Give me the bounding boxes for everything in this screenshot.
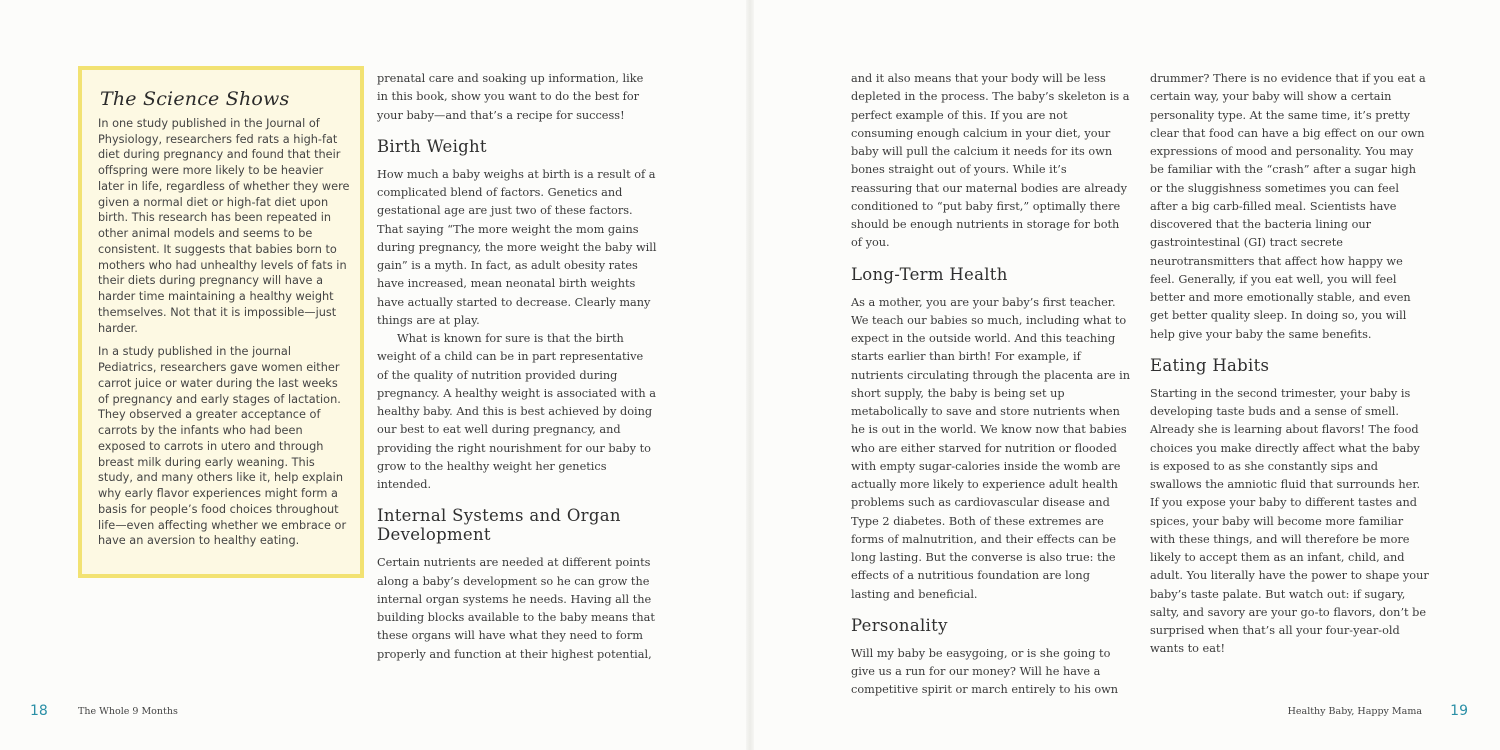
body-paragraph: drummer? There is no evidence that if you eat a certain way, your baby will show a certain personality type. At the same time, it’s pretty clear that food can have a big effect on our own expressions of mood and personality. You may be familiar with the “crash” after a sugar high or the sluggishness sometimes you can feel after a big carb-filled meal. Scientists have discovered that the bacteria lining our gastrointestinal (GI) tract secrete neurotransmitters that affect how happy we feel. Generally, if you eat well, you will feel better and more emotionally stable, and even get better quality sleep. In doing so, you will help give your baby the same benefits. [1150,72,1426,341]
page-number-right: 19 [1450,703,1468,719]
section-heading: Internal Systems and Organ Development [377,506,621,545]
running-head-right: Healthy Baby, Happy Mama [1287,706,1422,717]
section-heading: Personality [851,615,948,635]
right-page-column-1 [851,70,1131,700]
body-paragraph: prenatal care and soaking up information, like in this book, show you want to do the best for your baby—and that’s a recipe for success! [377,72,644,122]
running-head-left: The Whole 9 Months [78,706,178,717]
sidebar-paragraph: In one study published in the Journal of Physiology, researchers fed rats a high-fat diet during pregnancy and found that their offspring were more likely to be heavier later in life, regardless of whether they were given a normal diet or high-fat diet upon birth. This research has been repeated in other animal models and seems to be consistent. It suggests that babies born to mothers who had unhealthy levels of fats in their diets during pregnancy will have a harder time maintaining a healthy weight themselves. Not that it is impossible—just harder. [98,116,350,335]
section-heading: Eating Habits [1150,355,1270,375]
body-paragraph: Starting in the second trimester, your baby is developing taste buds and a sense of smell. Already she is learning about flavors! The food choices you make directly affect what the baby is exposed to as she constantly sips and swallows the amniotic fluid that surrounds her. If you expose your baby to different tastes and spices, your baby will become more familiar with these things, and will therefore be more likely to accept them as an infant, child, and adult. You literally have the power to shape your baby’s taste palate. But watch out: if sugary, salty, and savory are your go-to flavors, don’t be surprised when that’s all your four-year-old wants to eat! [1150,386,1429,656]
body-paragraph: Will my baby be easygoing, or is she going to give us a run for our money? Will he have a competitive spirit or march entirely to his own [851,646,1119,697]
book-gutter [746,0,754,750]
sidebar-paragraph: In a study published in the journal Pediatrics, researchers gave women either carrot juice or water during the last weeks of pregnancy and early stages of lactation. They observed a greater acceptance of carrots by the infants who had been exposed to carrots in utero and through breast milk during early weaning. This study, and many others like it, help explain why early flavor experiences might form a basis for people’s food choices throughout life—even affecting whether we embrace or have an aversion to healthy eating. [98,345,347,548]
body-paragraph: As a mother, you are your baby’s first teacher. We teach our babies so much, including what to expect in the outside world. And this teaching starts earlier than birth! For example, if nutrients circulating through the placenta are in short supply, the baby is being set up metabolically to save and store nutrients when he is out in the world. We know now that babies who are either starved for nutrition or flooded with empty sugar-calories inside the womb are actually more likely to experience adult health problems such as cardiovascular disease and Type 2 diabetes. Both of these extremes are forms of malnutrition, and their effects can be long lasting. But the converse is also true: the effects of a nutritious foundation are long lasting and beneficial. [851,295,1131,601]
body-paragraph: What is known for sure is that the birth weight of a child can be in part representative of the quality of nutrition provided during pregnancy. A healthy weight is associated with a healthy baby. And this is best achieved by doing our best to eat well during pregnancy, and providing the right nourishment for our baby to grow to the healthy weight her genetics intended. [377,332,656,491]
body-paragraph: and it also means that your body will be less depleted in the process. The baby’s skeleton is a perfect example of this. If you are not consuming enough calcium in your diet, your baby will pull the calcium it needs for its own bones straight out of yours. While it’s reassuring that our maternal bodies are already conditioned to “put baby first,” optimally there should be enough nutrients in storage for both of you. [851,72,1130,250]
right-page-column-2 [1150,70,1430,659]
page-number-left: 18 [30,703,48,719]
body-paragraph: How much a baby weighs at birth is a result of a complicated blend of factors. Genetics and gestational age are just two of these factors. That saying “The more weight the mom gains during pregnancy, the more weight the baby will gain” is a myth. In fact, as adult obesity rates have increased, mean neonatal birth weights have actually started to decrease. Clearly many things are at play. [377,167,657,327]
left-page-column [377,70,657,664]
sidebar-title: The Science Shows [100,88,290,110]
science-shows-sidebar [78,66,364,578]
section-heading: Birth Weight [377,136,487,156]
body-paragraph: Certain nutrients are needed at different points along a baby’s development so he can grow the internal organ systems he needs. Having all the building blocks available to the baby means that these organs will have what they need to form properly and function at their highest potential, [377,556,655,661]
section-heading: Long-Term Health [851,264,1008,284]
